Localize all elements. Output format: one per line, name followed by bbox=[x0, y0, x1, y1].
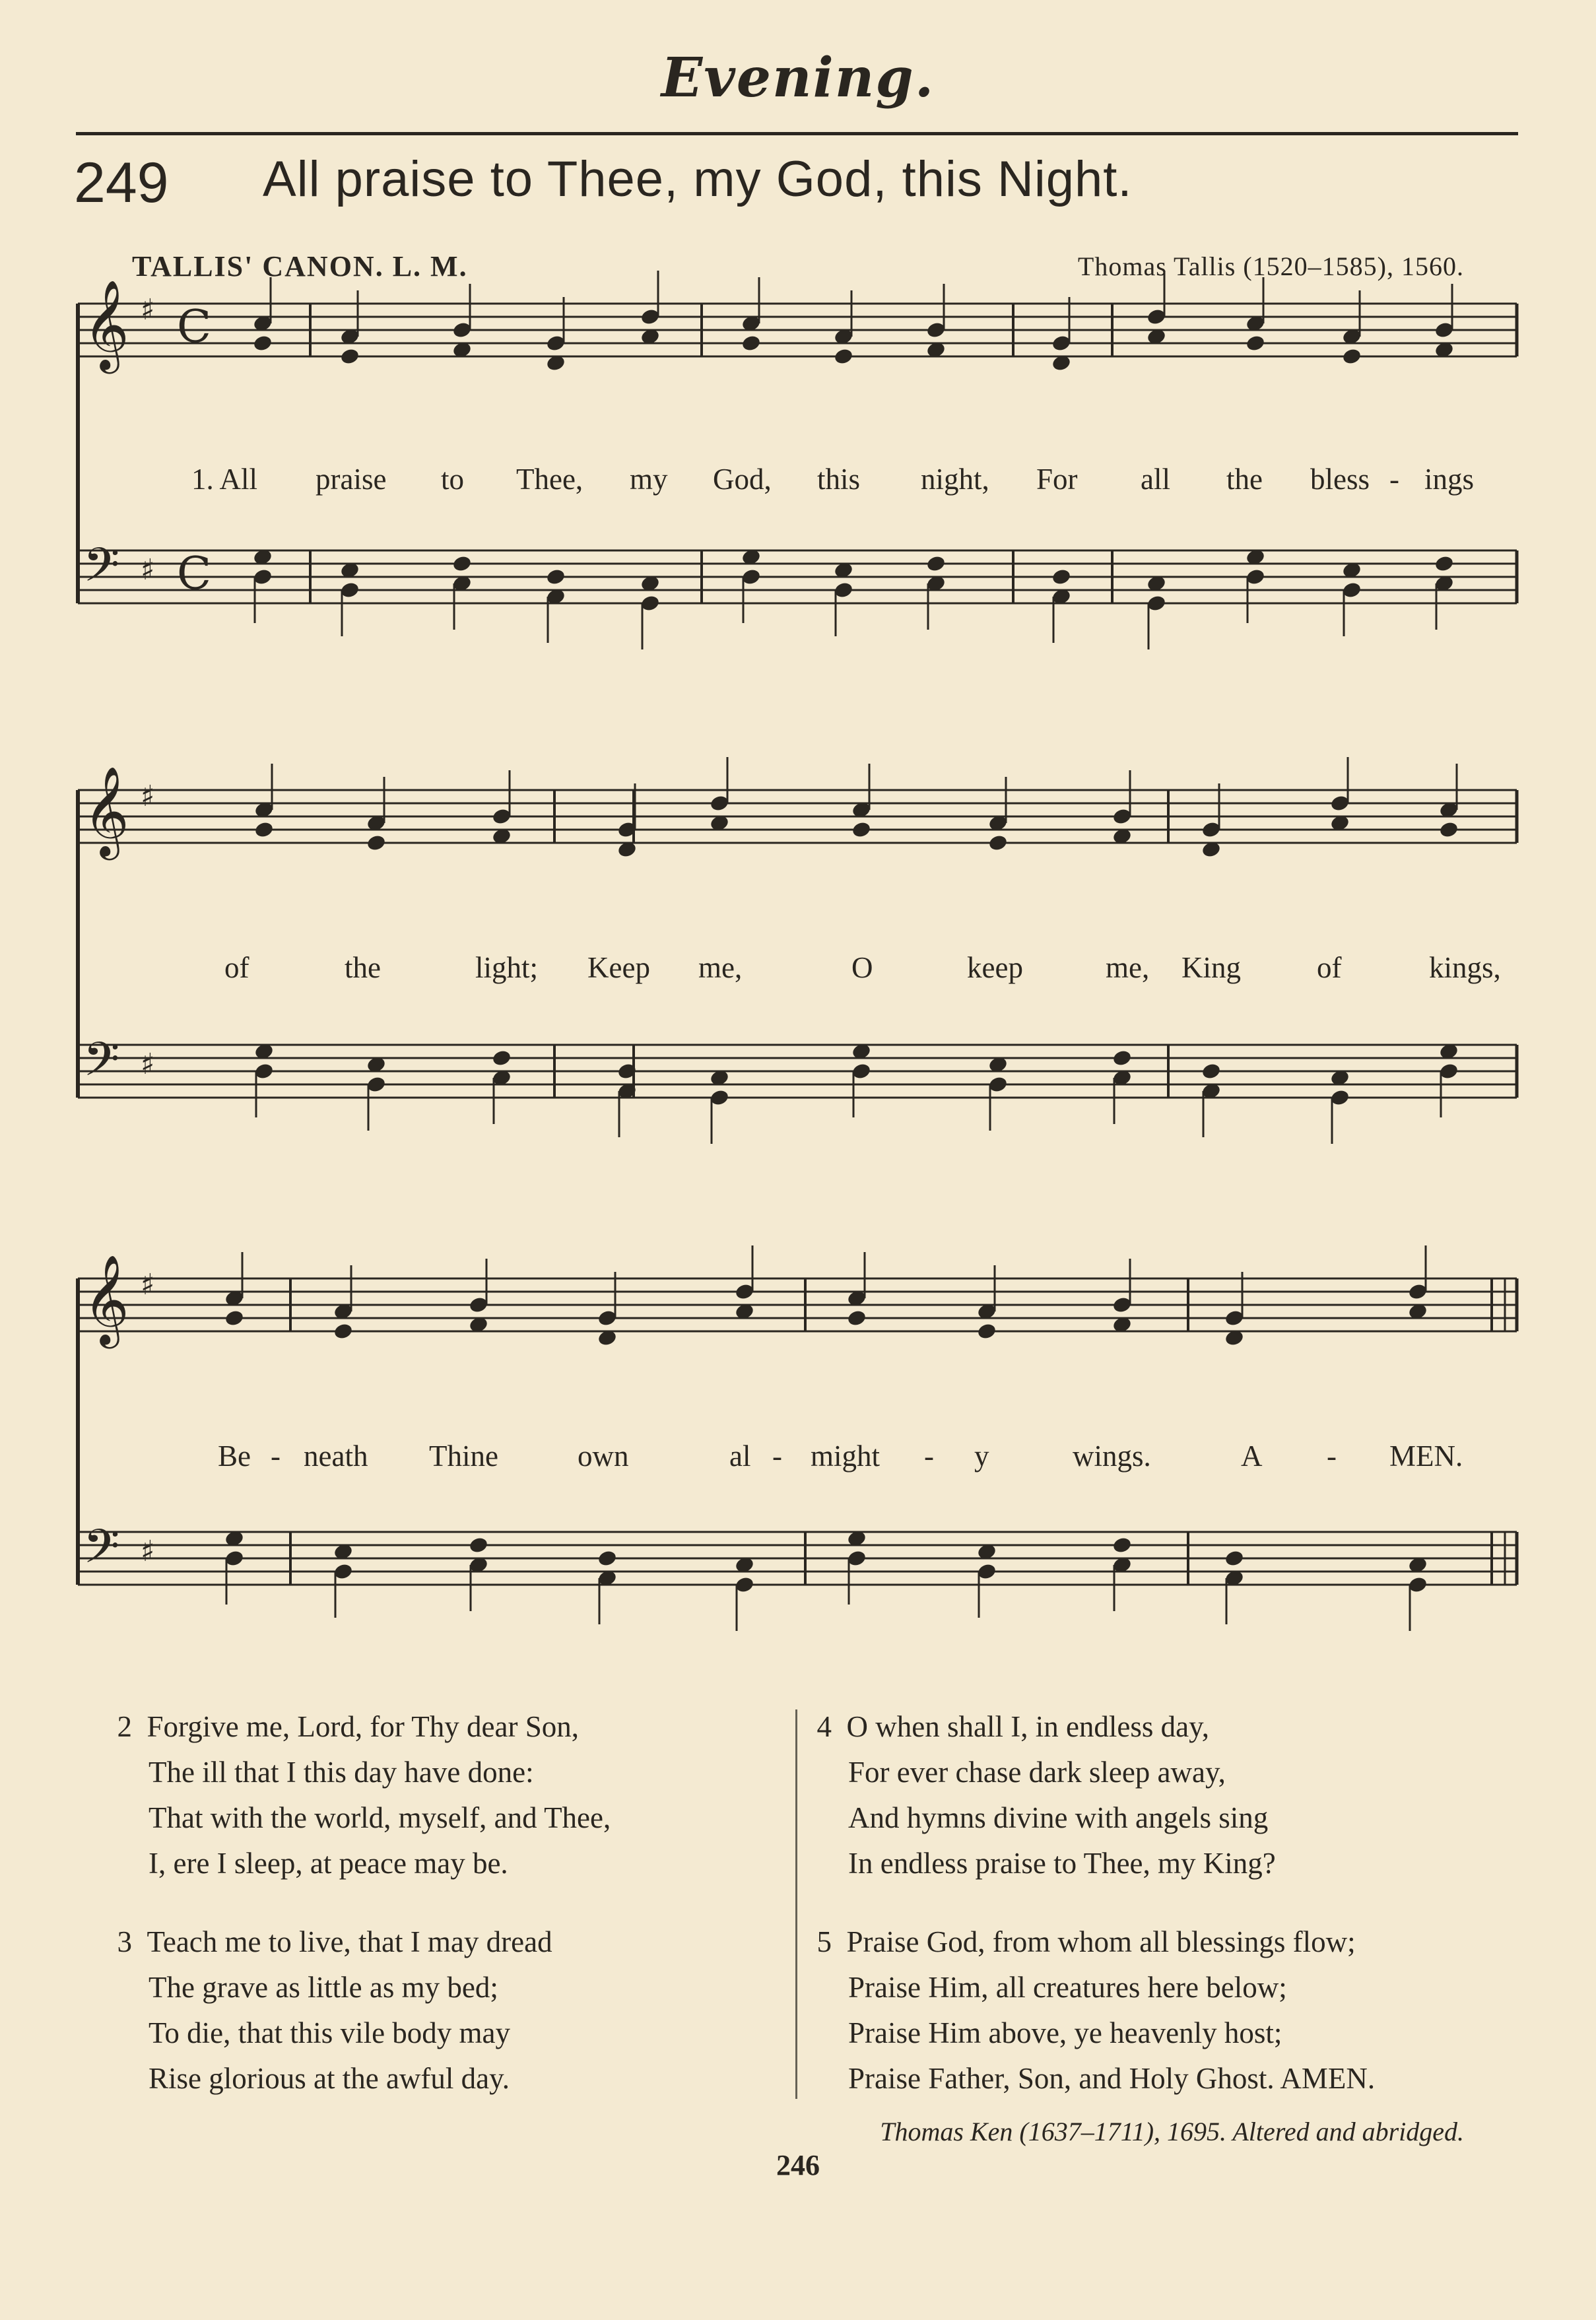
note-head bbox=[252, 334, 273, 352]
note-head bbox=[741, 334, 761, 352]
verse-line: Praise Him above, ye heavenly host; bbox=[848, 2016, 1282, 2049]
lyric-syllable: y bbox=[974, 1440, 989, 1473]
composer-credit: Thomas Tallis (1520–1585), 1560. bbox=[1077, 251, 1464, 281]
lyric-syllable: bless bbox=[1310, 463, 1370, 496]
verse-line: Praise Father, Son, and Holy Ghost. AMEN. bbox=[848, 2062, 1376, 2095]
lyric-syllable: to bbox=[441, 463, 465, 496]
lyric-syllable: al bbox=[729, 1440, 751, 1473]
verse-line: O when shall I, in endless day, bbox=[846, 1710, 1209, 1743]
lyric-syllable: of bbox=[224, 951, 249, 984]
lyric-syllable: - bbox=[924, 1440, 934, 1473]
verse-line: I, ere I sleep, at peace may be. bbox=[149, 1847, 508, 1880]
lyric-syllable: praise bbox=[316, 463, 387, 496]
verse-line: The ill that I this day have done: bbox=[149, 1756, 534, 1789]
note-head bbox=[1112, 1049, 1132, 1067]
note-head bbox=[987, 834, 1008, 852]
note-head bbox=[339, 347, 360, 366]
note-head bbox=[925, 554, 946, 573]
section-header: Evening. bbox=[661, 46, 935, 110]
key-signature-sharp: ♯ bbox=[141, 1268, 155, 1302]
note-head bbox=[333, 1322, 353, 1341]
lyric-syllable: me, bbox=[698, 951, 743, 984]
verse-4 bbox=[805, 1704, 1276, 1886]
lyric-syllable: the bbox=[345, 951, 381, 984]
text-credit: Thomas Ken (1637–1711), 1695. Altered and abridged. bbox=[880, 2117, 1464, 2146]
verse-2 bbox=[106, 1704, 611, 1886]
tune-name: TALLIS' CANON. L. M. bbox=[132, 250, 468, 282]
hymn-title: All praise to Thee, my God, this Night. bbox=[263, 151, 1133, 207]
note-head bbox=[545, 568, 566, 586]
lyric-syllable: my bbox=[630, 463, 668, 496]
lyric-syllable: light; bbox=[475, 951, 539, 984]
note-head bbox=[224, 1309, 244, 1327]
lyric-syllable: Thine bbox=[429, 1440, 498, 1473]
verse-line: Rise glorious at the awful day. bbox=[149, 2062, 510, 2095]
note-head bbox=[833, 347, 853, 366]
lyric-syllable: this bbox=[817, 463, 861, 496]
note-head bbox=[1341, 347, 1362, 366]
lyric-syllable: night, bbox=[921, 463, 989, 496]
lyric-syllable: Thee, bbox=[516, 463, 583, 496]
lyric-syllable: wings. bbox=[1073, 1440, 1151, 1473]
lyric-syllable: A bbox=[1241, 1440, 1263, 1473]
verse-number: 3 bbox=[117, 1925, 132, 1958]
verse-line: That with the world, myself, and Thee, bbox=[149, 1801, 611, 1834]
time-signature: C bbox=[177, 548, 212, 600]
verse-line: For ever chase dark sleep away, bbox=[848, 1756, 1226, 1789]
verse-line: Praise God, from whom all blessings flow; bbox=[846, 1925, 1356, 1958]
note-head bbox=[1224, 1549, 1244, 1568]
key-signature-sharp: ♯ bbox=[141, 779, 155, 813]
lyric-syllable: MEN. bbox=[1389, 1440, 1463, 1473]
note-head bbox=[1051, 568, 1071, 586]
note-head bbox=[851, 820, 871, 839]
verse-line: Praise Him, all creatures here below; bbox=[848, 1971, 1287, 2004]
note-head bbox=[451, 554, 472, 573]
verse-line: And hymns divine with angels sing bbox=[848, 1801, 1269, 1834]
lyric-syllable: 1. All bbox=[191, 463, 258, 496]
clef: 𝄞 bbox=[83, 1253, 129, 1344]
lyric-syllable: of bbox=[1317, 951, 1342, 984]
clef: 𝄢 bbox=[83, 538, 120, 604]
lyric-syllable: - bbox=[1327, 1440, 1337, 1473]
lyric-syllable: Keep bbox=[587, 951, 650, 984]
lyric-syllable: Be bbox=[218, 1440, 251, 1473]
note-head bbox=[846, 1309, 867, 1327]
hymn-number: 249 bbox=[74, 151, 169, 215]
note-head bbox=[976, 1322, 997, 1341]
note-head bbox=[468, 1536, 488, 1554]
lyric-syllable: - bbox=[271, 1440, 281, 1473]
note-head bbox=[1434, 554, 1454, 573]
verse-3 bbox=[106, 1919, 552, 2102]
lyric-syllable: - bbox=[1389, 463, 1399, 496]
lyric-syllable: keep bbox=[967, 951, 1023, 984]
verse-line: To die, that this vile body may bbox=[149, 2016, 511, 2049]
note-head bbox=[491, 1049, 512, 1067]
note-head bbox=[1201, 1062, 1221, 1080]
note-head bbox=[253, 820, 274, 839]
note-head bbox=[1112, 1536, 1132, 1554]
key-signature-sharp: ♯ bbox=[141, 1535, 155, 1568]
time-signature: C bbox=[177, 301, 212, 353]
verse-number: 2 bbox=[117, 1710, 132, 1743]
note-head bbox=[366, 834, 386, 852]
lyric-syllable: the bbox=[1226, 463, 1263, 496]
verse-line: In endless praise to Thee, my King? bbox=[848, 1847, 1276, 1880]
verse-line: Forgive me, Lord, for Thy dear Son, bbox=[147, 1710, 579, 1743]
lyric-syllable: might bbox=[811, 1440, 881, 1473]
clef: 𝄞 bbox=[83, 279, 129, 370]
key-signature-sharp: ♯ bbox=[141, 1047, 155, 1081]
clef: 𝄢 bbox=[83, 1032, 120, 1098]
verse-number: 5 bbox=[816, 1925, 832, 1958]
page-number: 246 bbox=[776, 2149, 820, 2181]
lyric-syllable: me, bbox=[1106, 951, 1150, 984]
lyric-syllable: ings bbox=[1424, 463, 1475, 496]
key-signature-sharp: ♯ bbox=[141, 553, 155, 587]
lyric-syllable: kings, bbox=[1429, 951, 1501, 984]
verse-line: The grave as little as my bed; bbox=[149, 1971, 498, 2004]
clef: 𝄢 bbox=[83, 1519, 120, 1585]
note-head bbox=[597, 1549, 617, 1568]
clef: 𝄞 bbox=[83, 765, 129, 856]
verse-5 bbox=[805, 1919, 1375, 2102]
key-signature-sharp: ♯ bbox=[141, 293, 155, 327]
column-divider bbox=[795, 1709, 797, 2099]
lyric-syllable: - bbox=[772, 1440, 782, 1473]
lyric-syllable: God, bbox=[713, 463, 772, 496]
note-head bbox=[1245, 334, 1265, 352]
lyric-syllable: King bbox=[1181, 951, 1241, 984]
lyric-syllable: all bbox=[1141, 463, 1170, 496]
lyric-syllable: For bbox=[1036, 463, 1078, 496]
lyric-syllable: O bbox=[851, 951, 873, 984]
verse-line: Teach me to live, that I may dread bbox=[147, 1925, 552, 1958]
verse-number: 4 bbox=[816, 1710, 832, 1743]
lyric-syllable: own bbox=[578, 1440, 629, 1473]
lyric-syllable: neath bbox=[304, 1440, 368, 1473]
note-head bbox=[1438, 820, 1459, 839]
